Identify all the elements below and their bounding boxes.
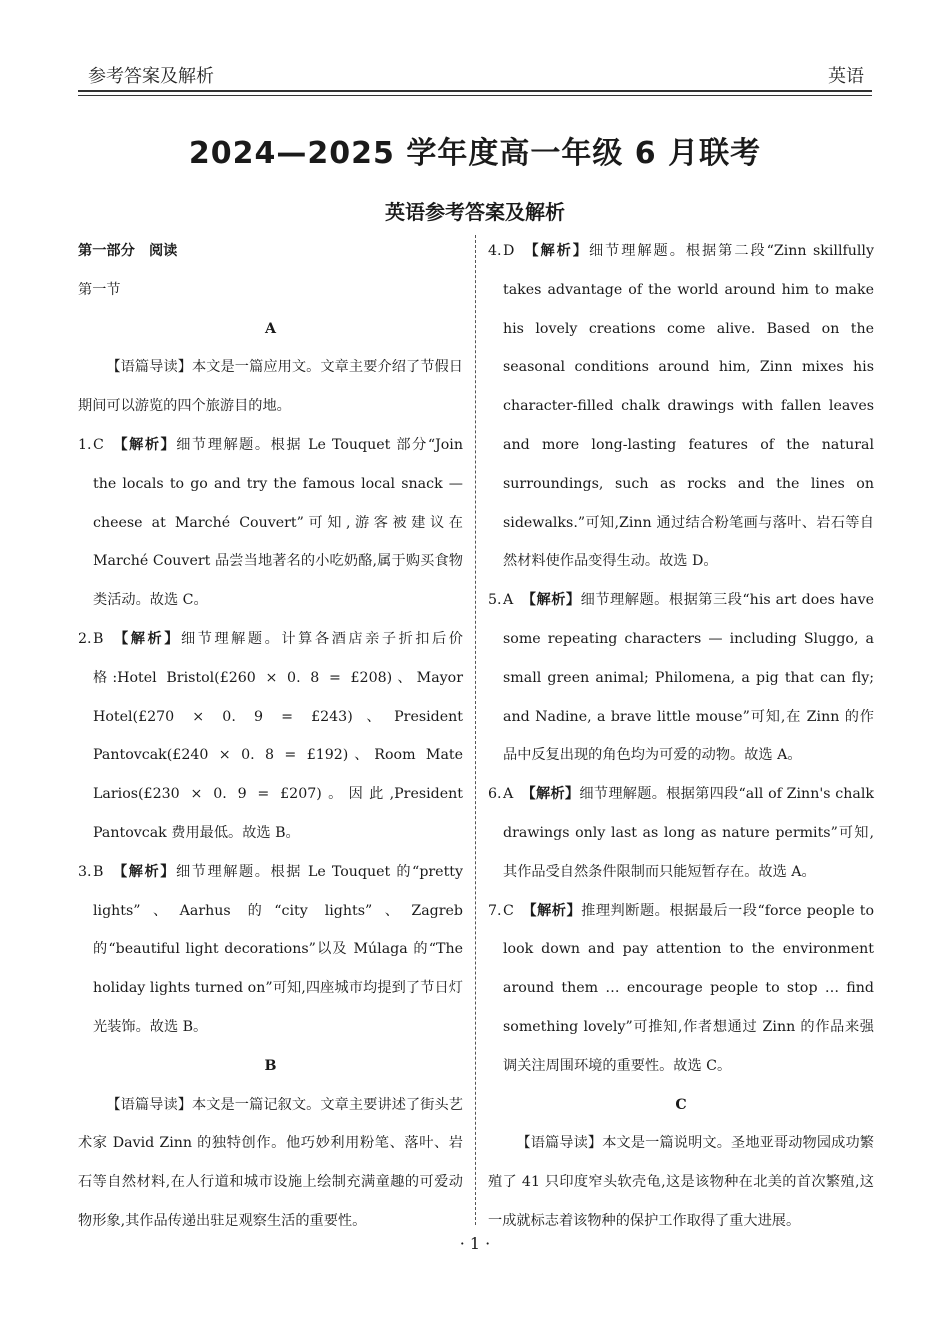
item-answer: B [93, 863, 104, 880]
left-column [78, 232, 463, 1241]
item-explanation: 细节理解题。根据第三段“his art does have some repeating characters — including Sluggo, a small green animal; Philomena, a pig that can fly; and Nadine, a brave little mouse”可知,在 Zinn 的作品中反复出现的角色均为可爱的动物。故选 A。 [503, 592, 874, 764]
answer-item-7 [488, 892, 874, 1086]
section-heading: 第一节 [78, 281, 121, 298]
item-number: 5. [488, 592, 502, 609]
passage-c-intro [488, 1124, 874, 1240]
passage-a-intro [78, 348, 463, 426]
part-heading: 第一部分 阅读 [78, 243, 178, 259]
header-subject-label: 英语 [828, 66, 864, 87]
intro-text: 本文是一篇记叙文。文章主要讲述了街头艺术家 David Zinn 的独特创作。他巧妙利用粉笔、落叶、岩石等自然材料,在人行道和城市设施上绘制充满童趣的可爱动物形象,其作品传递出驻足观察生活的重要性。 [78, 1096, 463, 1229]
page-number: · 1 · [459, 1234, 491, 1253]
item-number: 6. [488, 786, 502, 803]
answer-item-5 [488, 581, 874, 775]
intro-text: 本文是一篇应用文。文章主要介绍了节假日期间可以游览的四个旅游目的地。 [78, 359, 463, 415]
header-left-label: 参考答案及解析 [88, 66, 214, 87]
passage-b-label: B [264, 1057, 277, 1074]
item-answer: A [503, 592, 514, 609]
answer-item-6 [488, 775, 874, 891]
intro-tag: 【语篇导读】 [106, 1096, 192, 1113]
item-explanation: 细节理解题。根据第二段“Zinn skillfully takes advantage of the world around him to make his lovely creations come alive. Based on the seasonal conditions around him, Zinn mixes his character-filled chalk drawings with fallen leaves and more long-lasting features of the natural surroundings, such as rocks and the lines on sidewalks.”可知,Zinn 通过结合粉笔画与落叶、岩石等自然材料使作品变得生动。故选 D。 [503, 243, 874, 570]
header-rule-thick [78, 90, 872, 92]
item-explanation: 细节理解题。根据第四段“all of Zinn's chalk drawings only last as long as nature permits”可知,其作品受自然条件限制而只能短暂存在。故选 A。 [503, 786, 874, 880]
item-number: 1. [78, 436, 92, 453]
item-explanation: 细节理解题。根据 Le Touquet 的“pretty lights”、Aarhus 的“city lights”、Zagreb 的“beautiful light decorations”以及 Múlaga 的“The holiday lights turned on”可知,四座城市均提到了节日灯光装饰。故选 B。 [93, 863, 463, 1035]
item-number: 4. [488, 243, 502, 259]
answer-item-1 [78, 426, 463, 620]
passage-a-label: A [264, 320, 276, 337]
answer-item-4 [488, 232, 874, 581]
item-answer: D [503, 243, 515, 259]
item-tag: 【解析】 [111, 863, 176, 880]
item-number: 2. [78, 630, 92, 647]
right-column [488, 232, 874, 1241]
item-number: 3. [78, 863, 92, 880]
item-tag: 【解析】 [111, 630, 181, 647]
column-divider [475, 235, 476, 1225]
item-answer: C [93, 436, 104, 453]
answer-item-2 [78, 620, 463, 853]
item-tag: 【解析】 [111, 436, 177, 453]
item-answer: C [503, 902, 514, 919]
page-title: 2024—2025 学年度高一年级 6 月联考 [188, 136, 762, 171]
item-answer: B [93, 630, 104, 647]
item-explanation: 细节理解题。计算各酒店亲子折扣后价格:Hotel Bristol(£260 × 0. 8 = £208)、Mayor Hotel(£270 × 0. 9 = £243)、President Pantovcak(£240 × 0. 8 = £192)、Room Mate Larios(£230 × 0. 9 = £207)。因此,President Pantovcak 费用最低。故选 B。 [93, 630, 463, 841]
item-tag: 【解析】 [521, 902, 582, 919]
item-answer: A [503, 786, 514, 803]
intro-text: 本文是一篇说明文。圣地亚哥动物园成功繁殖了 41 只印度窄头软壳龟,这是该物种在北美的首次繁殖,这一成就标志着该物种的保护工作取得了重大进展。 [488, 1135, 874, 1229]
answer-item-3 [78, 853, 463, 1047]
intro-tag: 【语篇导读】 [106, 359, 192, 376]
intro-tag: 【语篇导读】 [516, 1135, 603, 1152]
item-tag: 【解析】 [521, 592, 581, 609]
header-rule-thin [78, 95, 872, 96]
passage-c-label: C [675, 1096, 687, 1113]
item-tag: 【解析】 [522, 243, 589, 259]
page-subtitle: 英语参考答案及解析 [385, 200, 565, 224]
item-tag: 【解析】 [521, 786, 580, 803]
item-explanation: 推理判断题。根据最后一段“force people to look down and pay attention to the environment around them … encourage people to stop … find something lovely”可推知,作者想通过 Zinn 的作品来强调关注周围环境的重要性。故选 C。 [503, 902, 874, 1074]
item-number: 7. [488, 902, 502, 919]
item-explanation: 细节理解题。根据 Le Touquet 部分“Join the locals to go and try the famous local snack — cheese at Marché Couvert”可知,游客被建议在 Marché Couvert 品尝当地著名的小吃奶酪,属于购买食物类活动。故选 C。 [93, 436, 463, 609]
passage-b-intro [78, 1086, 463, 1241]
